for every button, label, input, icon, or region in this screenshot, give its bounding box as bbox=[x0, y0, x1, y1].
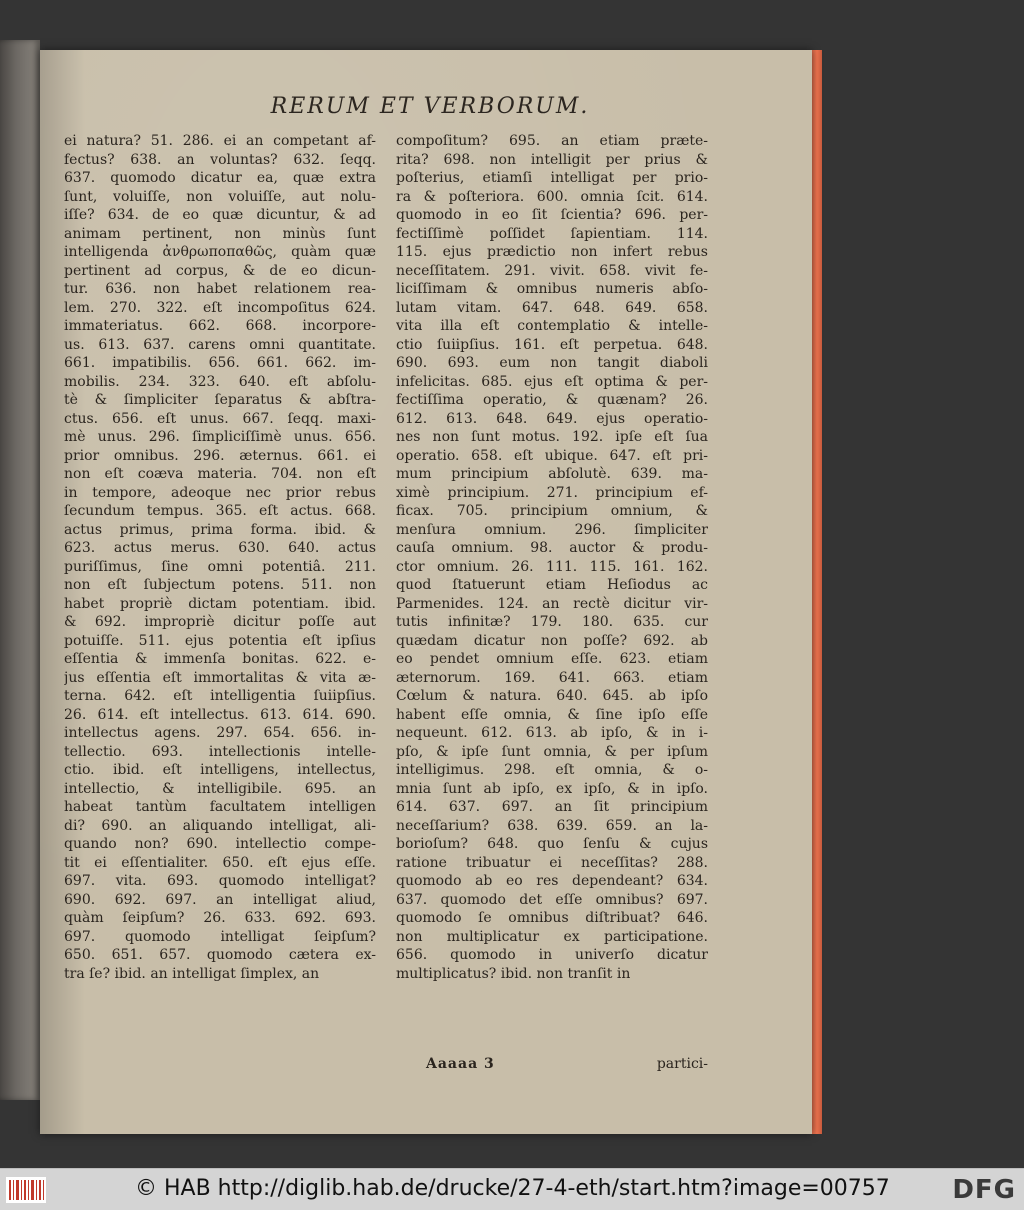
index-line: ſunt, voluiſſe, non voluiſſe, aut nolu- bbox=[64, 188, 376, 205]
index-line: ximè principium. 271. principium ef- bbox=[396, 484, 708, 501]
index-line: non eſt coæva materia. 704. non eſt bbox=[64, 466, 376, 482]
index-line: iſſe? 634. de eo quæ dicuntur, & ad bbox=[64, 207, 376, 223]
index-line: Cœlum & natura. 640. 645. ab ipſo bbox=[396, 688, 708, 704]
index-line: mobilis. 234. 323. 640. eſt abſolu- bbox=[64, 373, 376, 390]
index-line: æternorum. 169. 641. 663. etiam bbox=[396, 669, 708, 686]
index-line: habent eſſe omnia, & ſine ipſo eſſe bbox=[396, 706, 708, 723]
running-head: RERUM ET VERBORUM. bbox=[270, 94, 590, 119]
index-line: 690. 693. eum non tangit diaboli bbox=[396, 355, 708, 371]
credit-bar bbox=[0, 1168, 1024, 1210]
index-line: fectus? 638. an voluntas? 632. ſeqq. bbox=[64, 151, 376, 168]
index-line: liciſſimam & omnibus numeris abſo- bbox=[396, 281, 708, 297]
index-line: fectiſſima operatio, & quænam? 26. bbox=[396, 392, 708, 408]
index-line: tutis infinitæ? 179. 180. 635. cur bbox=[396, 614, 708, 630]
index-line: actus primus, prima forma. ibid. & bbox=[64, 521, 376, 538]
index-line: mè unus. 296. ſimpliciſſimè unus. 656. bbox=[64, 429, 376, 445]
previous-page-edge bbox=[0, 40, 40, 1100]
index-line: animam pertinent, non minùs ſunt bbox=[64, 225, 376, 242]
index-line: fectiſſimè poſſidet ſapientiam. 114. bbox=[396, 225, 708, 242]
index-line: infelicitas. 685. ejus eſt optima & per- bbox=[396, 373, 708, 390]
index-line: quàm ſeipſum? 26. 633. 692. 693. bbox=[64, 910, 376, 926]
index-line: ra & poſteriora. 600. omnia ſcit. 614. bbox=[396, 188, 708, 205]
index-line: intellectus agens. 297. 654. 656. in- bbox=[64, 725, 376, 741]
index-line: tellectio. 693. intellectionis intelle- bbox=[64, 743, 376, 760]
index-line: habet propriè dictam potentiam. ibid. bbox=[64, 595, 376, 612]
index-line: habeat tantùm facultatem intelligen bbox=[64, 799, 376, 815]
index-line: tit ei eſſentialiter. 650. eſt ejus eſſe. bbox=[64, 854, 376, 871]
index-line: poſterius, etiamſi intelligat per prio- bbox=[396, 170, 708, 186]
index-line: jus eſſentia eſt immortalitas & vita æ- bbox=[64, 669, 376, 686]
index-line: nes non ſunt motus. 192. ipſe eſt ſua bbox=[396, 429, 708, 445]
index-line: quædam dicatur non poſſe? 692. ab bbox=[396, 632, 708, 649]
index-line: 650. 651. 657. quomodo cætera ex- bbox=[64, 947, 376, 963]
index-line: lutam vitam. 647. 648. 649. 658. bbox=[396, 299, 708, 316]
index-column-left bbox=[64, 132, 376, 1052]
index-line: pſo, & ipſe ſunt omnia, & per ipſum bbox=[396, 743, 708, 760]
index-line: 656. quomodo in univerſo dicatur bbox=[396, 947, 708, 963]
index-line: intelligimus. 298. eſt omnia, & o- bbox=[396, 762, 708, 778]
index-line: cauſa omnium. 98. auctor & produ- bbox=[396, 540, 708, 556]
index-line: vita illa eſt contemplatio & intelle- bbox=[396, 318, 708, 334]
index-column-right bbox=[396, 132, 708, 1052]
index-line: quomodo ſe omnibus diſtribuat? 646. bbox=[396, 910, 708, 926]
index-line: 661. impatibilis. 656. 661. 662. im- bbox=[64, 355, 376, 371]
index-line: mnia ſunt ab ipſo, ex ipſo, & in ipſo. bbox=[396, 780, 708, 797]
catchword: partici- bbox=[656, 1056, 708, 1072]
index-line: borioſum? 648. quo ſenſu & cujus bbox=[396, 836, 708, 852]
index-line: quomodo ab eo res dependeant? 634. bbox=[396, 873, 708, 889]
hab-barcode-icon bbox=[6, 1177, 46, 1203]
index-line: neceſſitatem. 291. vivit. 658. vivit fe- bbox=[396, 262, 708, 279]
index-line: tur. 636. non habet relationem rea- bbox=[64, 281, 376, 297]
index-line: 115. ejus prædictio non infert rebus bbox=[396, 244, 708, 260]
index-line: multiplicatus? ibid. non tranſit in bbox=[396, 965, 631, 982]
signature-mark: Aaaaa 3 bbox=[426, 1056, 495, 1072]
index-line: tè & ſimpliciter ſeparatus & abſtra- bbox=[64, 392, 376, 408]
index-line: in tempore, adeoque nec prior rebus bbox=[64, 484, 376, 501]
index-line: operatio. 658. eſt ubique. 647. eſt pri- bbox=[396, 447, 708, 464]
index-line: 612. 613. 648. 649. ejus operatio- bbox=[396, 410, 708, 427]
index-line: immateriatus. 662. 668. incorpore- bbox=[64, 318, 376, 334]
index-line: quomodo in eo ſit ſcientia? 696. per- bbox=[396, 207, 708, 223]
index-line: mum principium abſolutè. 639. ma- bbox=[396, 466, 708, 482]
index-line: quod ſtatuerunt etiam Heſiodus ac bbox=[396, 577, 708, 593]
index-line: 697. quomodo intelligat ſeipſum? bbox=[64, 928, 376, 945]
index-line: quando non? 690. intellectio compe- bbox=[64, 836, 376, 852]
index-line: & 692. impropriè dicitur poſſe aut bbox=[64, 614, 376, 630]
index-line: potuiſſe. 511. ejus potentia eſt ipſius bbox=[64, 632, 376, 649]
index-line: 614. 637. 697. an ſit principium bbox=[396, 799, 708, 815]
index-line: intelligenda ἀνθρωποπαθῶς, quàm quæ bbox=[64, 244, 376, 260]
index-line: Parmenides. 124. an rectè dicitur vir- bbox=[396, 595, 708, 612]
index-line: 637. quomodo dicatur ea, quæ extra bbox=[64, 170, 376, 186]
index-line: ctio. ibid. eſt intelligens, intellectus, bbox=[64, 762, 376, 778]
index-line: ctus. 656. eſt unus. 667. ſeqq. maxi- bbox=[64, 410, 376, 427]
index-line: rita? 698. non intelligit per prius & bbox=[396, 151, 708, 168]
index-line: ratione tribuatur ei neceſſitas? 288. bbox=[396, 854, 708, 871]
fore-edge bbox=[812, 50, 822, 1134]
dfg-logo: DFG bbox=[952, 1175, 1016, 1205]
source-link[interactable]: © HAB http://diglib.hab.de/drucke/27-4-eth/start.htm?image=00757 bbox=[135, 1176, 890, 1201]
index-line: ſecundum tempus. 365. eſt actus. 668. bbox=[64, 503, 376, 519]
index-line: nequeunt. 612. 613. ab ipſo, & in i- bbox=[396, 725, 708, 741]
index-line: neceſſarium? 638. 639. 659. an la- bbox=[396, 817, 708, 834]
index-line: lem. 270. 322. eſt incompoſitus 624. bbox=[64, 299, 376, 316]
index-line: us. 613. 637. carens omni quantitate. bbox=[64, 336, 376, 353]
index-line: ficax. 705. principium omnium, & bbox=[396, 503, 708, 519]
index-line: eo pendet omnium eſſe. 623. etiam bbox=[396, 651, 708, 667]
index-line: puriſſimus, ſine omni potentiâ. 211. bbox=[64, 558, 376, 575]
index-line: non eſt ſubjectum potens. 511. non bbox=[64, 577, 376, 593]
index-line: 690. 692. 697. an intelligat aliud, bbox=[64, 891, 376, 908]
index-line: tra ſe? ibid. an intelligat ſimplex, an bbox=[64, 965, 320, 982]
index-line: intellectio, & intelligibile. 695. an bbox=[64, 780, 376, 797]
index-line: non multiplicatur ex participatione. bbox=[396, 928, 708, 945]
index-line: 637. quomodo det eſſe omnibus? 697. bbox=[396, 891, 708, 908]
index-line: 26. 614. eſt intellectus. 613. 614. 690. bbox=[64, 706, 376, 723]
index-line: terna. 642. eſt intelligentia ſuiipſius. bbox=[64, 688, 376, 704]
index-line: pertinent ad corpus, & de eo dicun- bbox=[64, 262, 376, 279]
index-line: ctio ſuiipſius. 161. eſt perpetua. 648. bbox=[396, 336, 708, 353]
index-line: ei natura? 51. 286. ei an competant af- bbox=[64, 133, 376, 149]
index-line: prior omnibus. 296. æternus. 661. ei bbox=[64, 447, 376, 464]
index-line: 623. actus merus. 630. 640. actus bbox=[64, 540, 376, 556]
index-line: compoſitum? 695. an etiam præte- bbox=[396, 133, 708, 149]
index-line: ctor omnium. 26. 111. 115. 161. 162. bbox=[396, 558, 708, 575]
book-page bbox=[40, 50, 812, 1134]
index-line: eſſentia & immenſa bonitas. 622. e- bbox=[64, 651, 376, 667]
index-line: di? 690. an aliquando intelligat, ali- bbox=[64, 817, 376, 834]
index-line: 697. vita. 693. quomodo intelligat? bbox=[64, 873, 376, 889]
index-line: menſura omnium. 296. ſimpliciter bbox=[396, 521, 708, 538]
